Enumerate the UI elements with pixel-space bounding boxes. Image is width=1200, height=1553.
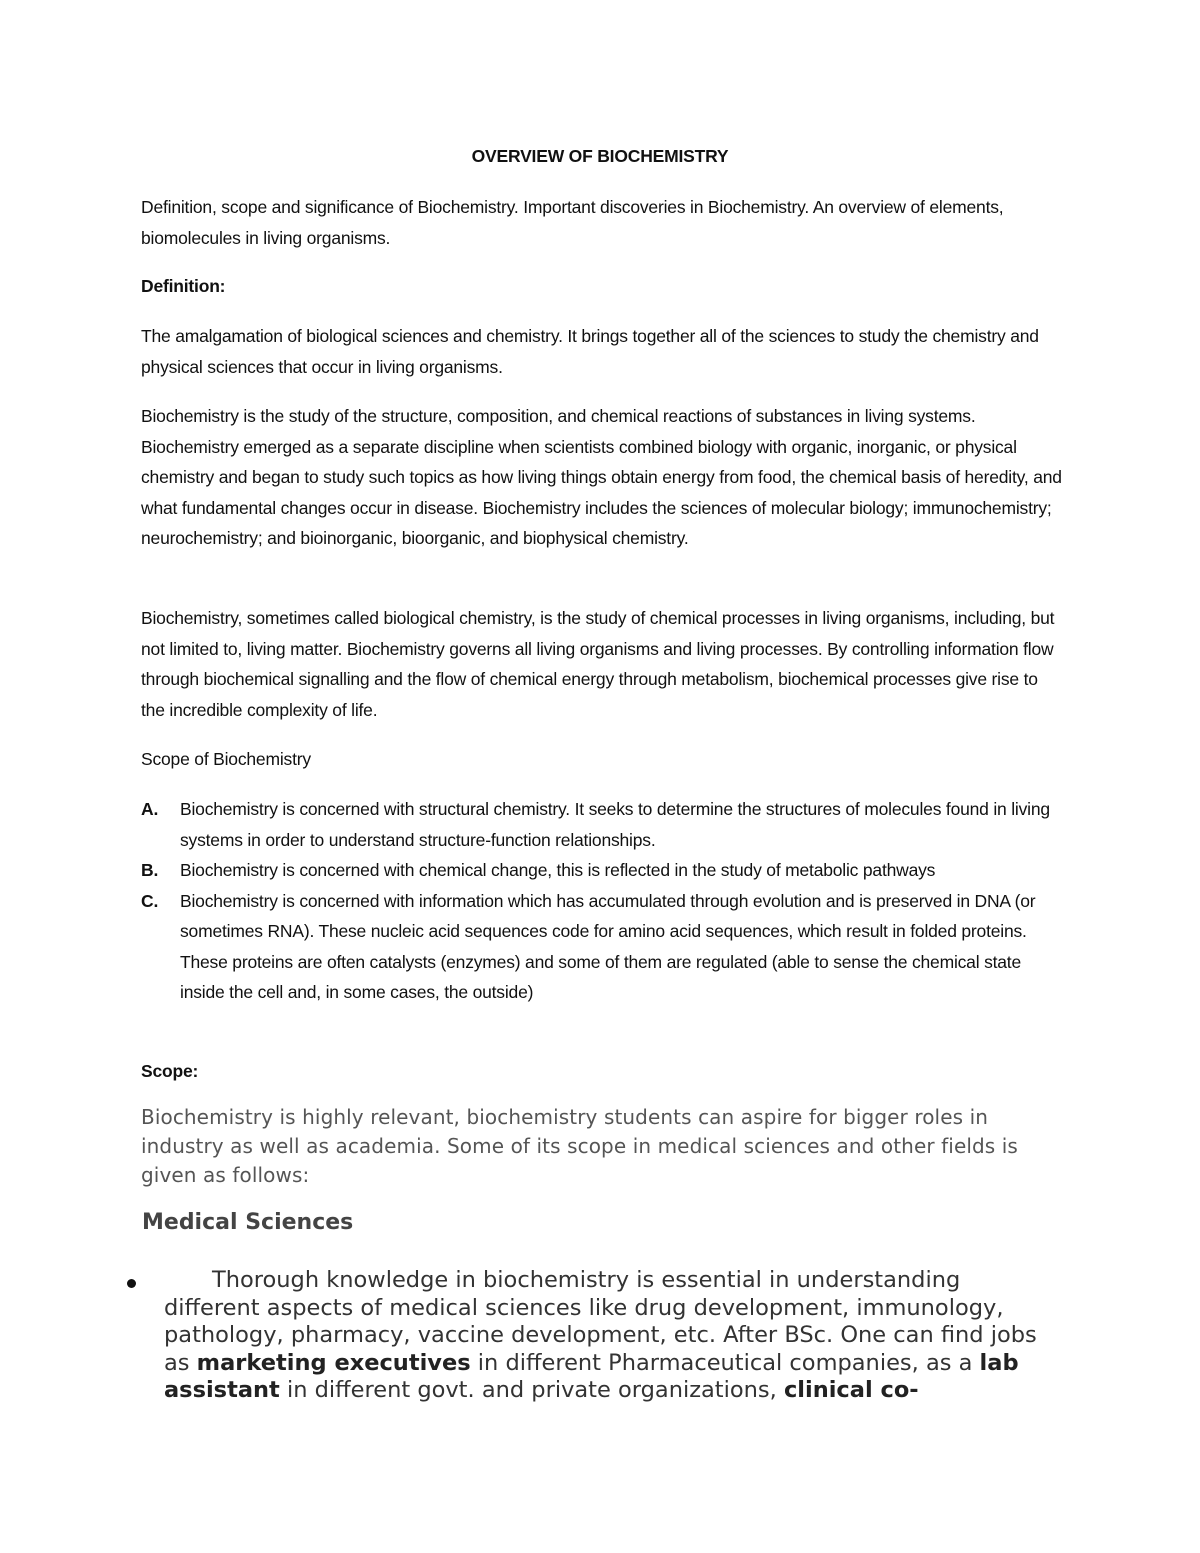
- bullet-icon: [127, 1279, 136, 1288]
- medical-bullet-text: [164, 1267, 1057, 1405]
- definition-paragraph-3: Biochemistry, sometimes called biological chemistry, is the study of chemical processes in living organisms, including, but not limited to, living matter. Biochemistry governs all living organisms and living processes. By controlling information flow through biochemical signalling and the flow of chemical energy through metabolism, biochemical processes give rise to the incredible complexity of life.: [141, 608, 1055, 720]
- list-item: [141, 855, 1066, 886]
- intro-paragraph: Definition, scope and significance of Biochemistry. Important discoveries in Biochemistry. An overview of elements, biomolecules in living organisms.: [141, 197, 1004, 248]
- list-item-text: Biochemistry is concerned with information which has accumulated through evolution and is preserved in DNA (or sometimes RNA). These nucleic acid sequences code for amino acid sequences, which result in folded proteins. These proteins are often catalysts (enzymes) and some of them are regulated (able to sense the chemical state inside the cell and, in some cases, the outside): [180, 890, 1036, 1002]
- list-item: [141, 886, 1066, 1008]
- definition-paragraph-2: Biochemistry is the study of the structure, composition, and chemical reactions of substances in living systems. Biochemistry emerged as a separate discipline when scientists combined biology with organic, inorganic, or physical chemistry and began to study such topics as how living things obtain energy from food, the chemical basis of heredity, and what fundamental changes occur in disease. Biochemistry includes the sciences of molecular biology; immunochemistry; neurochemistry; and bioinorganic, bioorganic, and biophysical chemistry.: [141, 406, 1062, 548]
- bullet-text-part-1: Thorough knowledge in biochemistry is essential in understanding different aspects of medical sciences like drug development, immunology, pathology, pharmacy, vaccine development, etc. After BSc. One can find jobs as: [164, 1267, 1037, 1376]
- bullet-text-part-3: in different govt. and private organizations,: [279, 1377, 784, 1403]
- bullet-bold-lab-assistant: lab assistant: [164, 1349, 1019, 1403]
- medical-sciences-heading: Medical Sciences: [142, 1210, 354, 1235]
- list-marker: C.: [141, 890, 159, 911]
- list-item: [141, 794, 1066, 855]
- list-item-text: Biochemistry is concerned with structural chemistry. It seeks to determine the structures of molecules found in living systems in order to understand structure-function relationships.: [180, 799, 1050, 850]
- bullet-bold-marketing-executives: marketing executives: [196, 1349, 471, 1376]
- list-marker: B.: [141, 860, 159, 880]
- scope-paragraph: Biochemistry is highly relevant, biochemistry students can aspire for bigger roles in industry as well as academia. Some of its scope in medical sciences and other fields is given as follows:: [141, 1105, 1018, 1187]
- scope-heading: Scope:: [141, 1061, 199, 1081]
- scope-list: [141, 794, 1066, 1008]
- page-title: OVERVIEW OF BIOCHEMISTRY: [471, 146, 729, 166]
- list-item-text: Biochemistry is concerned with chemical change, this is reflected in the study of metabolic pathways: [180, 860, 936, 880]
- scope-of-biochemistry-heading: Scope of Biochemistry: [141, 749, 311, 769]
- bullet-bold-clinical: clinical co-: [783, 1377, 919, 1403]
- definition-heading: Definition:: [141, 276, 226, 296]
- definition-paragraph-1: The amalgamation of biological sciences and chemistry. It brings together all of the sciences to study the chemistry and physical sciences that occur in living organisms.: [141, 326, 1039, 377]
- list-marker: A.: [141, 799, 159, 819]
- bullet-text-part-2: in different Pharmaceutical companies, as a: [470, 1349, 980, 1376]
